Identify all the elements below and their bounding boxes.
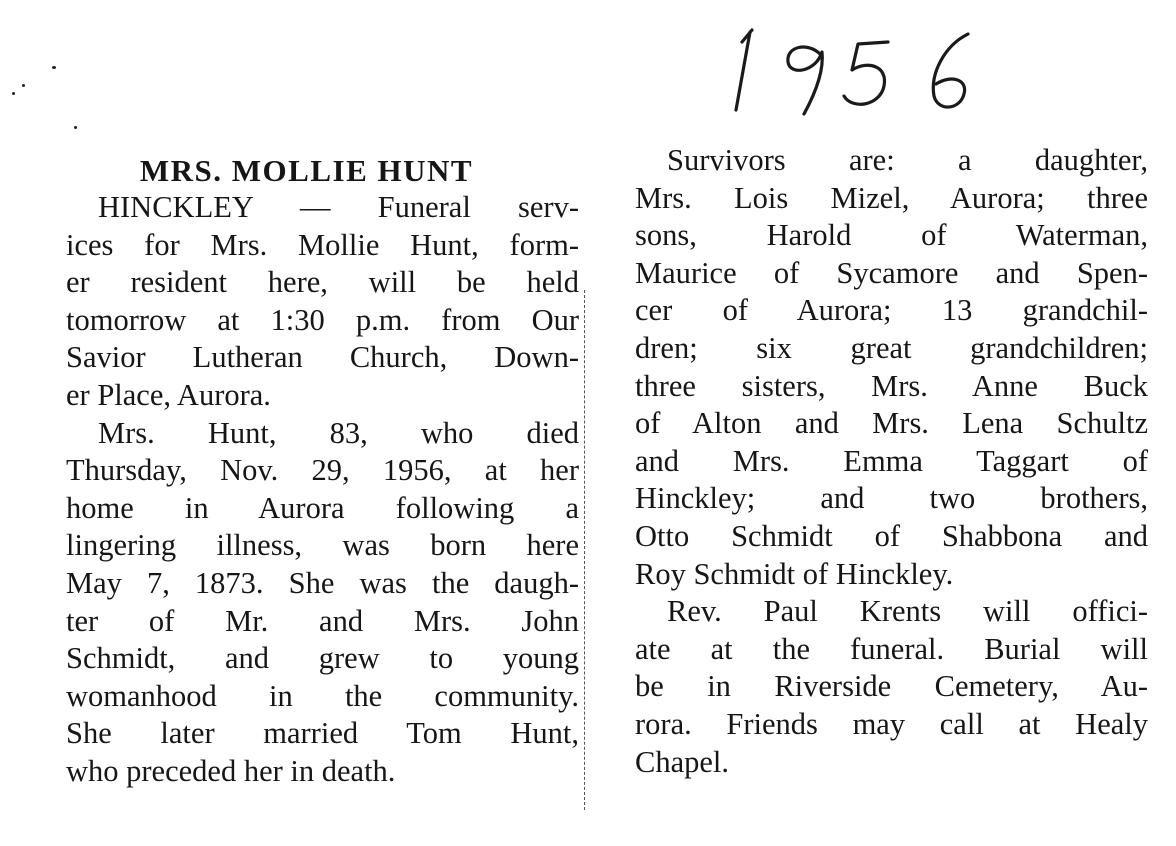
- text-line: Roy Schmidt of Hinckley.: [635, 556, 954, 591]
- ink-speck: [12, 92, 15, 95]
- text-line: rora. Friends may call at Healy: [635, 706, 1148, 741]
- handwritten-year-annotation: [712, 12, 1002, 122]
- text-line: ate at the funeral. Burial will: [635, 631, 1148, 666]
- text-line: who preceded her in death.: [66, 753, 396, 788]
- column-divider: [584, 290, 585, 810]
- obituary-headline: MRS. MOLLIE HUNT: [139, 153, 474, 188]
- text-line: dren; six great grandchildren;: [635, 330, 1148, 365]
- text-line: Schmidt, and grew to young: [66, 641, 579, 676]
- text-line: three sisters, Mrs. Anne Buck: [635, 368, 1148, 403]
- text-line: ices for Mrs. Mollie Hunt, form-: [66, 227, 579, 262]
- text-line: tomorrow at 1:30 p.m. from Our: [66, 302, 579, 337]
- text-line: Survivors are: a daughter,: [667, 143, 1148, 177]
- right-column: [603, 142, 1148, 781]
- text-line: lingering illness, was born here: [66, 528, 579, 563]
- text-line: er resident here, will be held: [66, 265, 579, 300]
- text-line: Otto Schmidt of Shabbona and: [635, 518, 1148, 553]
- text-line: Chapel.: [635, 744, 730, 779]
- biography-paragraph: [34, 415, 579, 791]
- text-line: sons, Harold of Waterman,: [635, 218, 1148, 253]
- text-line: HINCKLEY — Funeral serv-: [98, 190, 579, 224]
- text-line: cer of Aurora; 13 grandchil-: [635, 293, 1148, 328]
- handwritten-1956: [712, 12, 1002, 122]
- ink-speck: [22, 84, 25, 87]
- survivors-paragraph: [603, 142, 1148, 593]
- funeral-officiant-paragraph: [603, 593, 1148, 781]
- text-line: May 7, 1873. She was the daugh-: [66, 565, 579, 600]
- text-line: ter of Mr. and Mrs. John: [66, 603, 579, 638]
- ink-speck: [52, 66, 56, 69]
- text-line: of Alton and Mrs. Lena Schultz: [635, 406, 1148, 441]
- text-line: Thursday, Nov. 29, 1956, at her: [66, 453, 579, 488]
- text-line: Rev. Paul Krents will offici-: [667, 594, 1148, 629]
- text-line: be in Riverside Cemetery, Au-: [635, 669, 1148, 704]
- text-line: Mrs. Lois Mizel, Aurora; three: [635, 180, 1148, 215]
- text-line: Savior Lutheran Church, Down-: [66, 340, 579, 375]
- text-line: She later married Tom Hunt,: [66, 716, 579, 751]
- ink-speck: [74, 126, 77, 129]
- left-column: [34, 152, 579, 791]
- text-line: Maurice of Sycamore and Spen-: [635, 255, 1148, 290]
- text-line: Hinckley; and two brothers,: [635, 481, 1148, 516]
- text-line: home in Aurora following a: [66, 490, 579, 525]
- text-line: er Place, Aurora.: [66, 377, 271, 412]
- text-line: Mrs. Hunt, 83, who died: [98, 415, 579, 450]
- funeral-announcement-paragraph: [34, 189, 579, 415]
- text-line: womanhood in the community.: [66, 678, 579, 713]
- text-line: and Mrs. Emma Taggart of: [635, 443, 1148, 478]
